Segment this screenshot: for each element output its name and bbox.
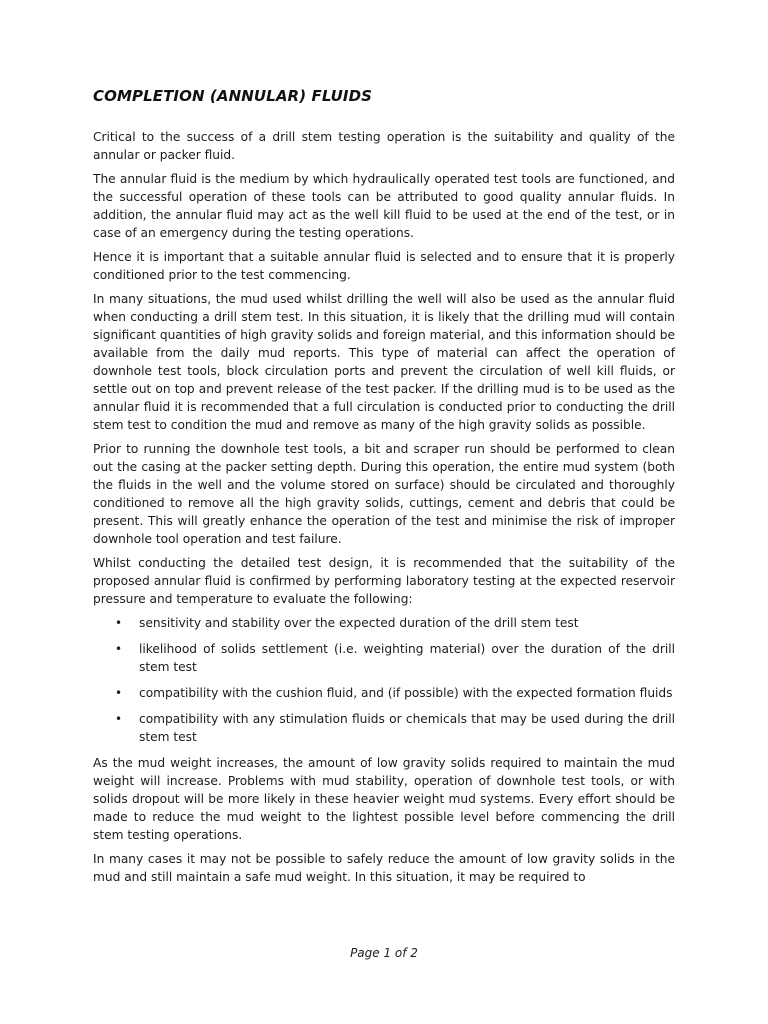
document-body <box>93 86 675 892</box>
page-number: Page 1 of 2 <box>350 946 418 960</box>
list-item <box>93 640 675 676</box>
bullet-icon: • <box>115 686 123 700</box>
list-item <box>93 710 675 746</box>
paragraph-intro: Critical to the success of a drill stem testing operation is the suitability and quality of the annular or packer fluid. <box>93 130 675 162</box>
paragraph-bit-scraper-run: Prior to running the downhole test tools, a bit and scraper run should be performed to clean out the casing at the packer setting depth. During this operation, the entire mud system (both the fluids in the well and the volume stored on surface) should be circulated and thoroughly conditioned to remove all the high gravity solids, cuttings, cement and debris that could be present. This will greatly enhance the operation of the test and minimise the risk of improper downhole tool operation and test failure. <box>93 442 675 546</box>
document-title: COMPLETION (ANNULAR) FLUIDS <box>93 87 373 105</box>
paragraph-drilling-mud: In many situations, the mud used whilst drilling the well will also be used as the annular fluid when conducting a drill stem test. In this situation, it is likely that the drilling mud will contain significant quantities of high gravity solids and foreign material, and this information should be available from the daily mud reports. This type of material can affect the operation of downhole test tools, block circulation ports and prevent the circulation of well kill fluids, or settle out on top and prevent release of the test packer. If the drilling mud is to be used as the annular fluid it is recommended that a full circulation is conducted prior to conducting the drill stem test to condition the mud and remove as many of the high gravity solids as possible. <box>93 292 675 432</box>
bullet-icon: • <box>115 642 123 656</box>
evaluation-criteria-list <box>93 614 675 746</box>
list-item-text: likelihood of solids settlement (i.e. weighting material) over the duration of the drill stem test <box>139 642 675 674</box>
paragraph-test-design: Whilst conducting the detailed test design, it is recommended that the suitability of the proposed annular fluid is confirmed by performing laboratory testing at the expected reservoir pressure and temperature to evaluate the following: <box>93 556 675 606</box>
paragraph-mud-weight: As the mud weight increases, the amount of low gravity solids required to maintain the mud weight will increase. Problems with mud stability, operation of downhole test tools, or with solids dropout will be more likely in these heavier weight mud systems. Every effort should be made to reduce the mud weight to the lightest possible level before commencing the drill stem testing operations. <box>93 756 675 842</box>
list-item-text: sensitivity and stability over the expected duration of the drill stem test <box>139 616 579 630</box>
paragraph-low-gravity-solids: In many cases it may not be possible to safely reduce the amount of low gravity solids in the mud and still maintain a safe mud weight. In this situation, it may be required to <box>93 852 675 884</box>
bullet-icon: • <box>115 712 123 726</box>
list-item-text: compatibility with any stimulation fluids or chemicals that may be used during the drill stem test <box>139 712 675 744</box>
paragraph-fluid-selection: Hence it is important that a suitable annular fluid is selected and to ensure that it is properly conditioned prior to the test commencing. <box>93 250 675 282</box>
list-item-text: compatibility with the cushion fluid, and (if possible) with the expected formation fluids <box>139 686 673 700</box>
paragraph-annular-fluid-medium: The annular fluid is the medium by which hydraulically operated test tools are functioned, and the successful operation of these tools can be attributed to good quality annular fluids. In addition, the annular fluid may act as the well kill fluid to be used at the end of the test, or in case of an emergency during the testing operations. <box>93 172 675 240</box>
list-item <box>93 684 675 702</box>
list-item <box>93 614 675 632</box>
bullet-icon: • <box>115 616 123 630</box>
